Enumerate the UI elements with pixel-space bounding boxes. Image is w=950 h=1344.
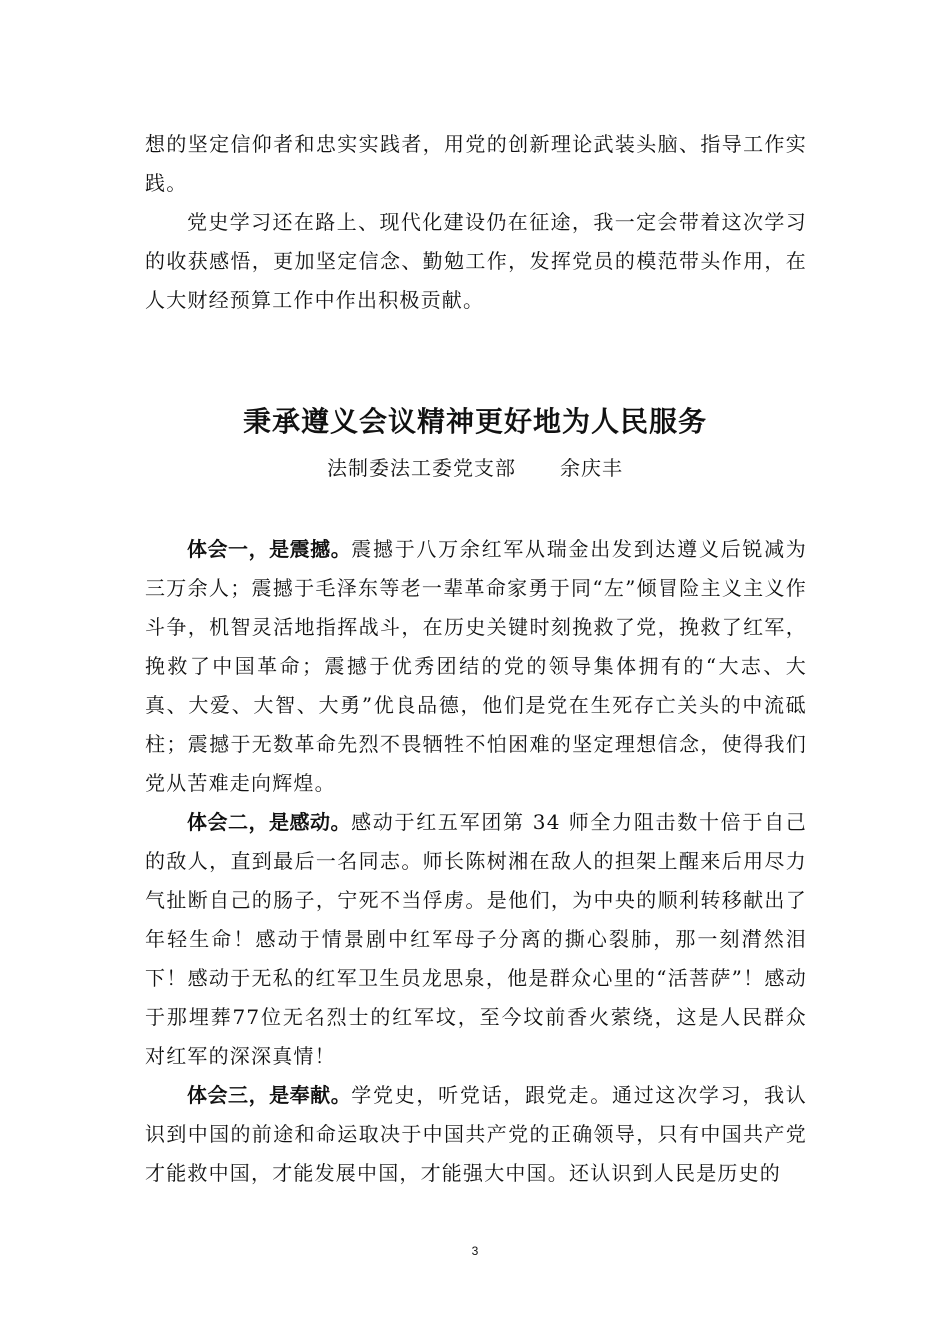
- section-lead-2: 体会二，是感动。: [187, 810, 352, 834]
- article-title: 秉承遵义会议精神更好地为人民服务: [242, 405, 707, 438]
- previous-paragraph-1: 想的坚定信仰者和忠实实践者，用党的创新理论武装头脑、指导工作实践。: [145, 132, 807, 195]
- section-text-3: 学党史，听党话，跟党走。通过这次学习，我认识到中国的前途和命运取决于中国共产党的正确领导，只有中国共产党才能救中国，才能发展中国，才能强大中国。还认识到人民是历史的: [145, 1083, 808, 1185]
- section-text-2: 感动于红五军团第 34 师全力阻击数十倍于自己的敌人，直到最后一名同志。师长陈树湘在敌人的担架上醒来后用尽力气扯断自己的肠子，宁死不当俘虏。是他们，为中央的顺利转移献出了年轻生命！感动于情景剧中红军母子分离的撕心裂肺，那一刻潸然泪下！感动于无私的红军卫生员龙思泉，他是群众心里的“活菩萨”！感动于那埋葬77位无名烈士的红军坟，至今坟前香火萦绕，这是人民群众对红军的深深真情！: [145, 810, 808, 1068]
- article-body: [145, 530, 807, 1193]
- section-lead-1: 体会一，是震撼。: [187, 537, 352, 561]
- page-number: 3: [471, 1244, 479, 1258]
- section-paragraph-2: [145, 803, 807, 1076]
- author-organization: 法制委法工委党支部: [327, 456, 516, 480]
- section-paragraph-1: [145, 530, 807, 803]
- section-paragraph-3: [145, 1076, 807, 1193]
- author-name: 余庆丰: [560, 456, 623, 480]
- article-byline: [0, 452, 950, 481]
- previous-section: [145, 125, 807, 320]
- section-text-1: 震撼于八万余红军从瑞金出发到达遵义后锐减为三万余人；震撼于毛泽东等老一辈革命家勇于同“左”倾冒险主义主义作斗争，机智灵活地指挥战斗，在历史关键时刻挽救了党，挽救了红军，挽救了中国革命；震撼于优秀团结的党的领导集体拥有的“大志、大真、大爱、大智、大勇”优良品德，他们是党在生死存亡关头的中流砥柱；震撼于无数革命先烈不畏牺牲不怕困难的坚定理想信念，使得我们党从苦难走向辉煌。: [145, 537, 808, 795]
- section-lead-3: 体会三，是奉献。: [187, 1083, 352, 1107]
- previous-paragraph-2: 党史学习还在路上、现代化建设仍在征途，我一定会带着这次学习的收获感悟，更加坚定信念、勤勉工作，发挥党员的模范带头作用，在人大财经预算工作中作出积极贡献。: [145, 210, 807, 312]
